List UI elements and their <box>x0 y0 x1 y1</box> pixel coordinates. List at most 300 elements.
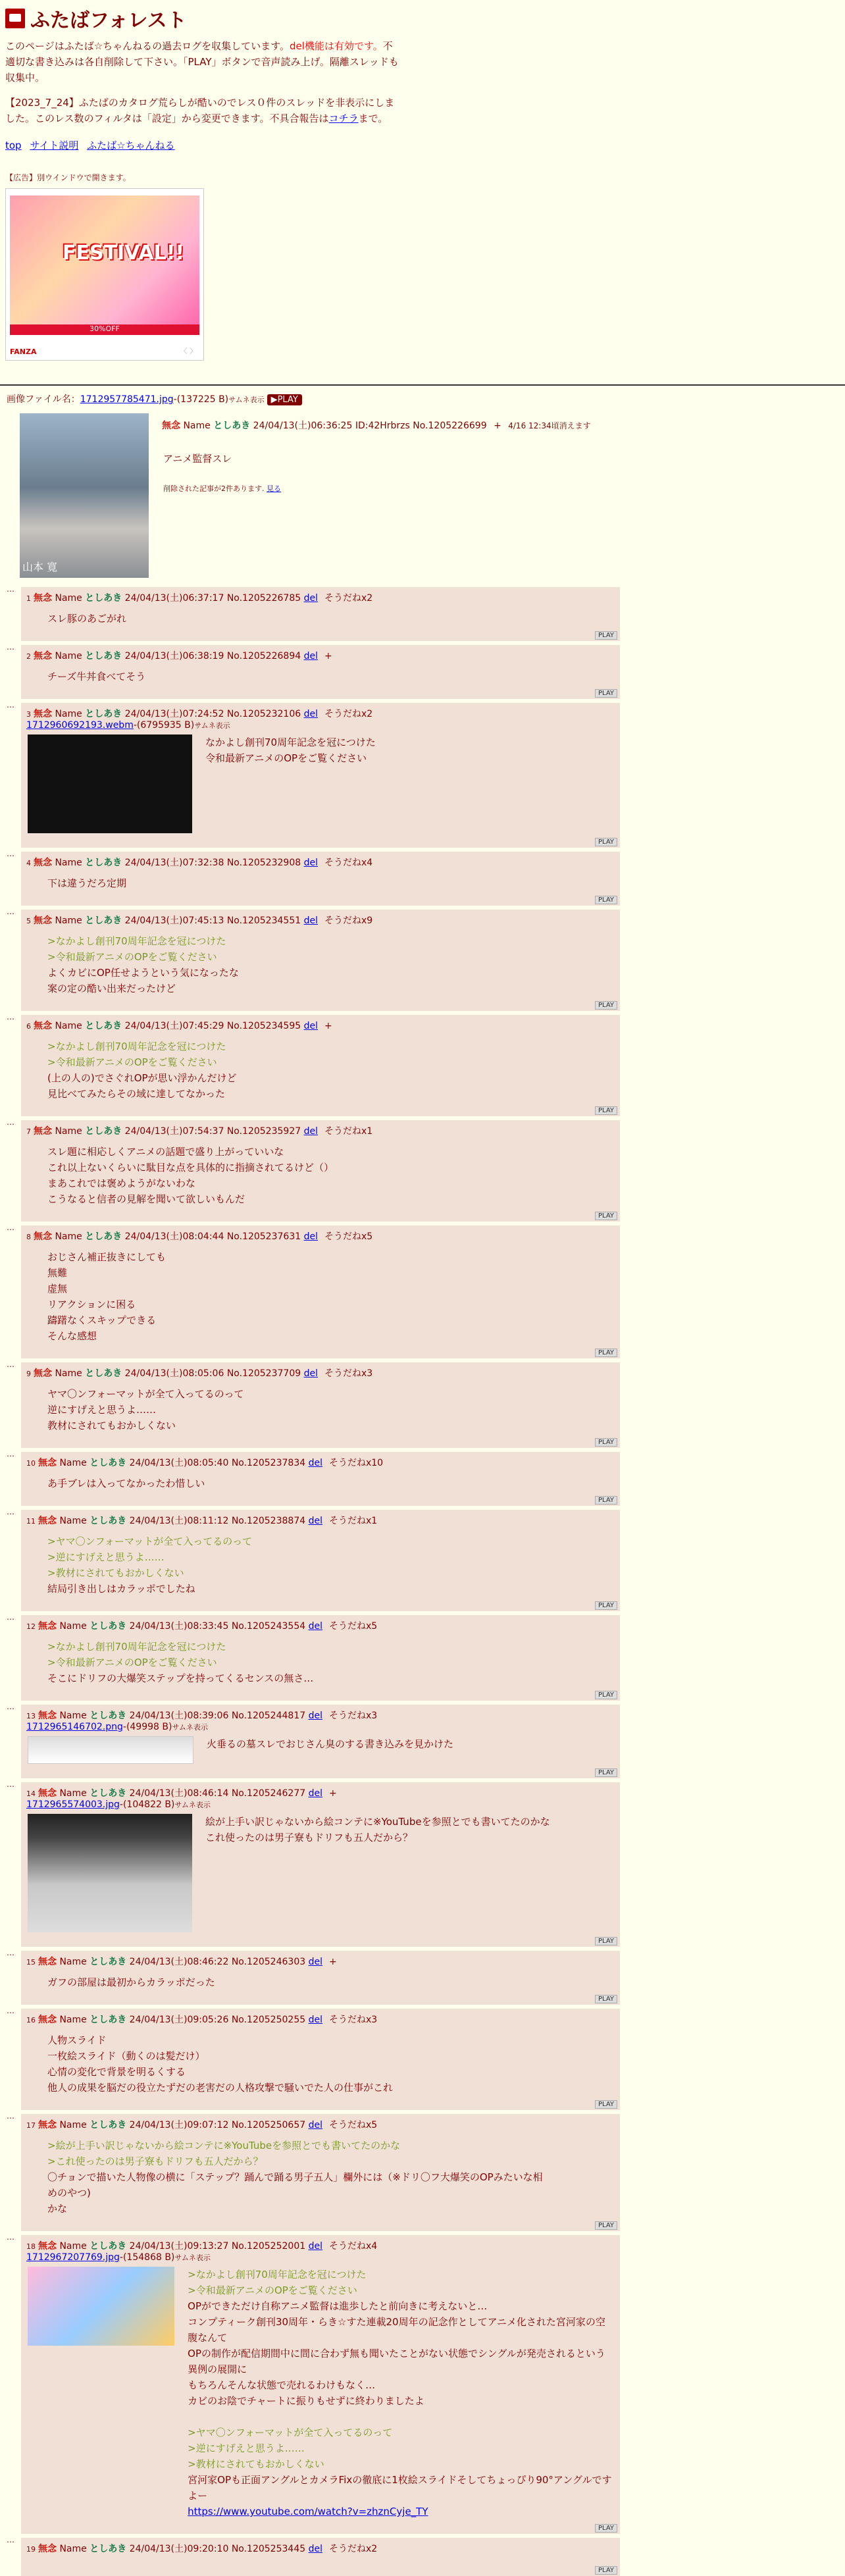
notice-text-2: 【2023_7_24】ふたばのカタログ荒らしが酷いのでレス０件のスレッドを非表示にしました。このレス数のフィルタは「設定」から変更できます。不具合報告は <box>5 97 395 124</box>
reply-body <box>188 2267 613 2519</box>
reply-name: としあき <box>90 1621 127 1632</box>
op-no: No.1205226699 <box>413 421 487 431</box>
reply-subject: 無念 <box>38 2120 57 2130</box>
reply-name-label: Name <box>55 858 82 868</box>
op-deleted-text: 削除された記事が2件あります. <box>163 484 265 493</box>
reply-no: No.1205237631 <box>226 1231 301 1242</box>
op-thumbnail[interactable] <box>20 413 149 578</box>
site-logo-icon <box>5 9 25 28</box>
reply-post <box>7 907 620 1011</box>
reply-menu-icon[interactable]: … <box>7 2111 14 2121</box>
reply-no: No.1205250255 <box>231 2015 306 2025</box>
reply-name-label: Name <box>59 1621 87 1632</box>
reply-number: 6 <box>26 1022 31 1031</box>
body-line: 火垂るの墓スレでおじさん臭のする書き込みを見かけた <box>207 1738 454 1750</box>
reply-play-button[interactable]: PLAY <box>595 1496 617 1505</box>
reply-menu-icon[interactable]: … <box>7 2535 14 2544</box>
reply-post <box>7 1360 620 1448</box>
quote-line: >令和最新アニメのOPをご覧ください <box>47 1657 217 1668</box>
reply-menu-icon[interactable]: … <box>7 2232 14 2242</box>
reply-no: No.1205237709 <box>226 1368 301 1379</box>
reply-play-button[interactable]: PLAY <box>595 1438 617 1447</box>
reply-del-link[interactable]: del <box>303 915 318 926</box>
quote-line: >絵が上手い訳じゃないから絵コンテに※YouTubeを参照とでも書いてたのかな <box>47 2140 401 2151</box>
reply-soudane-button[interactable]: + <box>324 1021 332 1031</box>
reply-post <box>7 2232 620 2534</box>
reply-post <box>7 1948 620 2005</box>
notice-report-link[interactable]: コチラ <box>328 113 359 124</box>
op-datetime: 24/04/13(土)06:36:25 <box>253 421 353 431</box>
reply-datetime: 24/04/13(土)08:39:06 <box>129 1711 229 1721</box>
reply-soudane-button[interactable]: そうだねx4 <box>324 858 373 868</box>
site-notice-2 <box>5 95 400 126</box>
reply-post <box>7 642 620 699</box>
quote-line: >ヤマ〇ンフォーマットが全て入ってるのって <box>47 1535 253 1547</box>
reply-soudane-button[interactable]: そうだねx5 <box>324 1231 373 1242</box>
reply-no: No.1205226894 <box>226 651 301 661</box>
reply-post <box>7 2111 620 2231</box>
reply-name: としあき <box>85 593 122 604</box>
reply-name: としあき <box>90 2241 127 2252</box>
reply-menu-icon[interactable]: … <box>7 849 14 858</box>
reply-body <box>47 933 613 996</box>
reply-datetime: 24/04/13(土)07:45:13 <box>124 915 224 926</box>
reply-del-link[interactable]: del <box>308 1621 322 1632</box>
reply-play-button[interactable]: PLAY <box>595 1691 617 1699</box>
reply-subject: 無念 <box>34 858 52 868</box>
reply-no: No.1205253445 <box>231 2544 306 2554</box>
reply-menu-icon[interactable]: … <box>7 642 14 652</box>
reply-no: No.1205238874 <box>231 1516 306 1526</box>
reply-subject: 無念 <box>38 1516 57 1526</box>
reply-datetime: 24/04/13(土)07:32:38 <box>124 858 224 868</box>
reply-name-label: Name <box>59 1711 87 1721</box>
reply-subject: 無念 <box>38 2241 57 2252</box>
reply-name-label: Name <box>55 709 82 719</box>
reply-soudane-button[interactable]: そうだねx1 <box>324 1126 373 1137</box>
reply-datetime: 24/04/13(土)07:24:52 <box>124 709 224 719</box>
reply-soudane-button[interactable]: そうだねx3 <box>328 2015 378 2025</box>
reply-del-link[interactable]: del <box>308 1788 322 1799</box>
reply-play-button[interactable]: PLAY <box>595 1768 617 1777</box>
reply-post <box>7 1702 620 1778</box>
reply-header <box>21 2239 613 2252</box>
reply-list <box>0 584 845 2576</box>
reply-file-link[interactable]: 1712965146702.png <box>26 1722 123 1732</box>
body-line: 教材にされてもおかしくない <box>47 1420 176 1431</box>
reply-name: としあき <box>85 1126 122 1137</box>
reply-post <box>7 1780 620 1947</box>
reply-post <box>7 1449 620 1506</box>
notice-text-2-tail: まで。 <box>358 113 388 124</box>
reply-soudane-button[interactable]: そうだねx10 <box>328 1458 384 1468</box>
reply-subject: 無念 <box>38 2544 57 2554</box>
reply-menu-icon[interactable]: … <box>7 2006 14 2015</box>
reply-datetime: 24/04/13(土)06:37:17 <box>124 593 224 604</box>
quote-line: >なかよし創刊70周年記念を冠につけた <box>188 2269 367 2280</box>
reply-no: No.1205234595 <box>226 1021 301 1031</box>
reply-menu-icon[interactable]: … <box>7 1449 14 1458</box>
reply-body <box>47 875 613 891</box>
op-plus-button[interactable]: + <box>494 421 501 431</box>
body-line: おじさん補正抜きにしても <box>47 1251 166 1263</box>
reply-menu-icon[interactable]: … <box>7 1948 14 1957</box>
reply-play-button[interactable]: PLAY <box>595 2566 617 2575</box>
reply-datetime: 24/04/13(土)09:20:10 <box>129 2544 229 2554</box>
reply-thumb-note: サムネ表示 <box>172 1723 208 1732</box>
reply-no: No.1205232106 <box>226 709 301 719</box>
reply-menu-icon[interactable]: … <box>7 1012 14 1021</box>
reply-name: としあき <box>90 2015 127 2025</box>
reply-play-button[interactable]: PLAY <box>595 1212 617 1220</box>
reply-datetime: 24/04/13(土)08:05:40 <box>129 1458 229 1468</box>
reply-no: No.1205246277 <box>231 1788 306 1799</box>
body-line: リアクションに困る <box>47 1299 136 1310</box>
reply-post <box>7 700 620 848</box>
reply-name-label: Name <box>55 1231 82 1242</box>
reply-menu-icon[interactable]: … <box>7 1702 14 1711</box>
reply-datetime: 24/04/13(土)08:46:22 <box>129 1957 229 1967</box>
body-line: 結局引き出しはカラッポでしたね <box>47 1583 195 1595</box>
op-text: アニメ監督スレ <box>163 453 232 465</box>
nav-link-top[interactable]: top <box>5 140 22 151</box>
reply-del-link[interactable]: del <box>308 2120 322 2130</box>
reply-body <box>47 2138 613 2217</box>
reply-play-button[interactable]: PLAY <box>595 2221 617 2230</box>
reply-del-link[interactable]: del <box>303 1231 318 1242</box>
site-notice <box>5 38 400 86</box>
reply-post <box>7 1507 620 1611</box>
reply-post <box>7 584 620 641</box>
body-line: スレ豚のあごがれ <box>47 613 127 625</box>
reply-menu-icon[interactable]: … <box>7 1360 14 1369</box>
quote-line: >これ使ったのは男子寮もドリフも五人だから？ <box>47 2155 263 2167</box>
reply-body <box>205 1814 550 1932</box>
body-line: そんな感想 <box>47 1330 97 1342</box>
reply-soudane-button[interactable]: そうだねx2 <box>324 593 373 604</box>
reply-number: 18 <box>26 2242 36 2251</box>
body-line: 絵が上手い訳じゃないから絵コンテに※YouTubeを参照とでも書いてたのかな <box>205 1816 550 1828</box>
reply-number: 10 <box>26 1459 36 1468</box>
reply-file-line <box>21 720 613 731</box>
reply-del-link[interactable]: del <box>303 709 318 719</box>
body-line: スレ題に相応しくアニメの話題で盛り上がっていいな <box>47 1146 284 1158</box>
reply-number: 12 <box>26 1622 36 1631</box>
reply-del-link[interactable]: del <box>303 1368 318 1379</box>
quote-line: >なかよし創刊70周年記念を冠につけた <box>47 1641 226 1653</box>
reply-image-thumbnail[interactable] <box>28 2267 174 2346</box>
reply-del-link[interactable]: del <box>308 2544 322 2554</box>
reply-menu-icon[interactable]: … <box>7 1780 14 1789</box>
reply-file-meta: -(49998 B) <box>122 1722 172 1732</box>
reply-no: No.1205252001 <box>231 2241 306 2252</box>
reply-menu-icon[interactable]: … <box>7 700 14 709</box>
reply-soudane-button[interactable]: そうだねx2 <box>328 2544 378 2554</box>
reply-del-link[interactable]: del <box>308 1957 322 1967</box>
reply-soudane-button[interactable]: + <box>328 1788 337 1799</box>
reply-file-link[interactable]: 1712965574003.jpg <box>26 1799 120 1810</box>
reply-datetime: 24/04/13(土)08:05:06 <box>124 1368 224 1379</box>
reply-name: としあき <box>90 1458 127 1468</box>
reply-del-link[interactable]: del <box>308 2241 322 2252</box>
reply-name-label: Name <box>55 915 82 926</box>
reply-menu-icon[interactable]: … <box>7 1612 14 1622</box>
reply-subject: 無念 <box>34 915 52 926</box>
site-header <box>0 0 845 361</box>
body-line: 他人の成果を脳だの役立たずだの老害だの人格攻撃で騒いでた人の仕事がこれ <box>47 2082 394 2094</box>
reply-play-button[interactable]: PLAY <box>595 1601 617 1610</box>
reply-header <box>21 1456 613 1469</box>
reply-post <box>7 1223 620 1358</box>
reply-number: 17 <box>26 2121 36 2130</box>
reply-no: No.1205244817 <box>231 1711 306 1721</box>
site-title: ふたばフォレスト <box>30 9 187 32</box>
reply-thumb-note: サムネ表示 <box>174 2254 211 2262</box>
reply-file-link[interactable]: 1712960692193.webm <box>26 720 134 731</box>
reply-del-link[interactable]: del <box>303 1021 318 1031</box>
quote-line: >令和最新アニメのOPをご覧ください <box>47 1056 217 1068</box>
reply-body <box>47 1386 613 1433</box>
reply-name: としあき <box>85 1231 122 1242</box>
ad-nav-arrows[interactable]: 〈 〉 <box>180 347 197 355</box>
reply-number: 9 <box>26 1370 31 1378</box>
reply-menu-icon[interactable]: … <box>7 907 14 916</box>
body-line: ガフの部屋は最初からカラッポだった <box>47 1976 215 1988</box>
reply-file-meta: -(154868 B) <box>119 2252 175 2263</box>
reply-thumb-note: サムネ表示 <box>194 721 230 730</box>
reply-name-label: Name <box>59 1957 87 1967</box>
reply-datetime: 24/04/13(土)08:04:44 <box>124 1231 224 1242</box>
reply-header <box>21 1955 613 1968</box>
body-line: 案の定の酷い出来だったけど <box>47 983 176 994</box>
reply-url-link[interactable]: https://www.youtube.com/watch?v=zhznCyje_TY <box>188 2506 428 2517</box>
reply-media-row <box>21 2263 613 2519</box>
body-line: よくカビにOP任せようという気になったな <box>47 967 239 979</box>
reply-name: としあき <box>90 1516 127 1526</box>
reply-name: としあき <box>90 1711 127 1721</box>
reply-name-label: Name <box>59 2544 87 2554</box>
reply-no: No.1205234551 <box>226 915 301 926</box>
reply-datetime: 24/04/13(土)08:46:14 <box>129 1788 229 1799</box>
reply-body <box>47 2032 613 2096</box>
reply-play-button[interactable]: PLAY <box>595 1937 617 1945</box>
quote-line: >教材にされてもおかしくない <box>47 1567 184 1579</box>
reply-image-thumbnail[interactable] <box>28 1736 193 1764</box>
reply-soudane-button[interactable]: そうだねx3 <box>324 1368 373 1379</box>
reply-soudane-button[interactable]: そうだねx3 <box>328 1711 378 1721</box>
body-line: もちろんそんな状態で売れるわけもなく… <box>188 2379 376 2391</box>
body-line: 人物スライド <box>47 2034 107 2046</box>
reply-no: No.1205246303 <box>231 1957 306 1967</box>
op-thumb-caption: 山本 寛 <box>22 561 58 573</box>
reply-file-meta: -(104822 B) <box>119 1799 175 1810</box>
reply-name: としあき <box>85 1368 122 1379</box>
body-line: 宮河家OPも正面アングルとカメラFixの徹底に1枚絵スライドそしてちょっぴり90°アングルですよー <box>188 2474 612 2502</box>
reply-del-link[interactable]: del <box>303 593 318 604</box>
ad-banner[interactable] <box>5 188 204 361</box>
reply-del-link[interactable]: del <box>308 1458 322 1468</box>
reply-name-label: Name <box>59 2120 87 2130</box>
reply-menu-icon[interactable]: … <box>7 1223 14 1232</box>
op-name-label: Name <box>183 421 211 431</box>
title-row <box>5 4 840 33</box>
reply-name: としあき <box>85 709 122 719</box>
reply-subject: 無念 <box>38 1788 57 1799</box>
op-deleted-note <box>163 483 281 494</box>
reply-file-link[interactable]: 1712967207769.jpg <box>26 2252 120 2263</box>
body-line: 虚無 <box>47 1283 68 1295</box>
reply-play-button[interactable]: PLAY <box>595 1001 617 1010</box>
op-post <box>0 386 845 583</box>
reply-header <box>21 649 613 662</box>
reply-name-label: Name <box>55 1126 82 1137</box>
reply-play-button[interactable]: PLAY <box>595 2524 617 2533</box>
reply-name: としあき <box>90 1788 127 1799</box>
reply-soudane-button[interactable]: そうだねx4 <box>328 2241 378 2252</box>
reply-soudane-button[interactable]: そうだねx5 <box>328 1621 378 1632</box>
reply-soudane-button[interactable]: そうだねx9 <box>324 915 373 926</box>
reply-media-row <box>21 1732 613 1764</box>
reply-soudane-button[interactable]: + <box>328 1957 337 1967</box>
reply-header <box>21 1366 613 1379</box>
body-line: (上の人の)でさぐれOPが思い浮かんだけど <box>47 1072 237 1084</box>
notice-text-1c: 不適切な書き込みは各自削除して下さい。「PLAY」ボタンで音声読み上げ。隔離スレッドも収集中。 <box>5 40 399 84</box>
reply-del-link[interactable]: del <box>303 1126 318 1137</box>
body-line: めのやつ) <box>47 2187 91 2199</box>
reply-play-button[interactable]: PLAY <box>595 2100 617 2109</box>
reply-post <box>7 1012 620 1116</box>
reply-play-button[interactable]: PLAY <box>595 1995 617 2003</box>
reply-subject: 無念 <box>34 1126 52 1137</box>
body-line: 〇チョンで描いた人物像の横に「ステップ？踊んで踊る男子五人」欄外には（※ドリ〇フ大爆笑のOPみたいな相 <box>47 2171 543 2183</box>
reply-header <box>21 1786 613 1799</box>
body-line: コンプティーク創刊30周年・らき☆すた連載20周年の記念作としてアニメ化された宮河家の空腹なんて <box>188 2316 605 2344</box>
reply-name-label: Name <box>59 1788 87 1799</box>
reply-body <box>47 1974 613 1990</box>
reply-body <box>47 1249 613 1344</box>
reply-number: 11 <box>26 1517 36 1526</box>
op-name: としあき <box>213 421 251 431</box>
reply-header <box>21 914 613 927</box>
reply-no: No.1205250657 <box>231 2120 306 2130</box>
reply-post <box>7 2006 620 2110</box>
body-line: かな <box>47 2203 68 2215</box>
reply-name: としあき <box>90 2544 127 2554</box>
reply-menu-icon[interactable]: … <box>7 1118 14 1127</box>
reply-file-line <box>21 1799 613 1810</box>
ad-banner-text: FESTIVAL!! <box>63 242 185 265</box>
op-header <box>162 419 591 432</box>
reply-subject: 無念 <box>34 651 52 661</box>
nav-link-futaba[interactable]: ふたば☆ちゃんねる <box>87 140 175 151</box>
reply-name-label: Name <box>59 1458 87 1468</box>
body-line: ヤマ〇ンフォーマットが全て入ってるのって <box>47 1388 244 1400</box>
body-line: これ使ったのは男子寮もドリフも五人だから？ <box>205 1832 413 1843</box>
ad-image[interactable] <box>10 195 199 327</box>
body-line: カビのお陰でチャートに振りもせずに終わりましたよ <box>188 2395 424 2407</box>
body-line: 躊躇なくスキップできる <box>47 1314 157 1326</box>
reply-play-button[interactable]: PLAY <box>595 1349 617 1357</box>
reply-post <box>7 1118 620 1222</box>
reply-body <box>47 1039 613 1102</box>
reply-menu-icon[interactable]: … <box>7 584 14 594</box>
reply-play-button[interactable]: PLAY <box>595 689 617 698</box>
reply-no: No.1205243554 <box>231 1621 306 1632</box>
reply-datetime: 24/04/13(土)09:13:27 <box>129 2241 229 2252</box>
op-file-link[interactable]: 1712957785471.jpg <box>80 394 174 405</box>
notice-text-1a: このページはふたば☆ちゃんねるの過去ログを収集しています。 <box>5 40 290 52</box>
reply-media-row <box>21 731 613 833</box>
reply-header <box>21 1124 613 1137</box>
reply-soudane-button[interactable]: そうだねx2 <box>324 709 373 719</box>
reply-del-link[interactable]: del <box>303 858 318 868</box>
reply-name-label: Name <box>59 2241 87 2252</box>
reply-name: としあき <box>85 651 122 661</box>
reply-number: 16 <box>26 2016 36 2024</box>
op-subject: 無念 <box>162 421 180 431</box>
body-line: こうなると信者の見解を聞いて欲しいもんだ <box>47 1193 245 1205</box>
reply-name: としあき <box>85 858 122 868</box>
reply-no: No.1205226785 <box>226 593 301 604</box>
reply-name: としあき <box>85 1021 122 1031</box>
reply-play-button[interactable]: PLAY <box>595 631 617 640</box>
reply-datetime: 24/04/13(土)06:38:19 <box>124 651 224 661</box>
reply-play-button[interactable]: PLAY <box>595 896 617 904</box>
reply-image-thumbnail[interactable] <box>28 1814 192 1932</box>
reply-no: No.1205235927 <box>226 1126 301 1137</box>
reply-soudane-button[interactable]: そうだねx1 <box>328 1516 378 1526</box>
reply-subject: 無念 <box>38 1711 57 1721</box>
quote-line: >令和最新アニメのOPをご覧ください <box>188 2284 357 2296</box>
reply-body <box>47 1144 613 1207</box>
reply-del-link[interactable]: del <box>308 2015 322 2025</box>
body-line: 無難 <box>47 1267 68 1279</box>
reply-play-button[interactable]: PLAY <box>595 838 617 846</box>
reply-menu-icon[interactable]: … <box>7 1507 14 1516</box>
reply-subject: 無念 <box>38 1957 57 1967</box>
body-line: 見比べてみたらその域に達してなかった <box>47 1088 226 1100</box>
reply-play-button[interactable]: PLAY <box>595 1106 617 1115</box>
reply-soudane-button[interactable]: そうだねx5 <box>328 2120 378 2130</box>
body-line: 令和最新アニメのOPをご覧ください <box>205 752 367 764</box>
reply-subject: 無念 <box>38 1621 57 1632</box>
reply-subject: 無念 <box>38 2015 57 2025</box>
op-file-line <box>7 392 838 405</box>
quote-line: >ヤマ〇ンフォーマットが全て入ってるのって <box>188 2427 393 2438</box>
op-deleted-link[interactable]: 見る <box>267 484 281 493</box>
reply-del-link[interactable]: del <box>308 1516 322 1526</box>
nav-link-about[interactable]: サイト説明 <box>30 140 79 151</box>
reply-number: 13 <box>26 1712 36 1720</box>
reply-del-link[interactable]: del <box>308 1711 322 1721</box>
reply-datetime: 24/04/13(土)09:07:12 <box>129 2120 229 2130</box>
reply-body <box>47 1533 613 1597</box>
body-line: なかよし創刊70周年記念を冠につけた <box>205 736 376 748</box>
body-line: 心情の変化で背景を明るくする <box>47 2066 186 2078</box>
reply-del-link[interactable]: del <box>303 651 318 661</box>
reply-body <box>207 1736 453 1764</box>
reply-video-thumbnail[interactable] <box>28 734 192 833</box>
op-play-button[interactable]: ▶PLAY <box>267 394 302 405</box>
notice-del-text: del機能は有効です。 <box>289 40 383 52</box>
reply-subject: 無念 <box>34 709 52 719</box>
reply-file-meta: -(6795935 B) <box>133 720 195 731</box>
reply-name-label: Name <box>55 593 82 604</box>
reply-header <box>21 591 613 604</box>
reply-soudane-button[interactable]: + <box>324 651 332 661</box>
quote-line: >教材にされてもおかしくない <box>188 2458 324 2470</box>
reply-subject: 無念 <box>34 593 52 604</box>
